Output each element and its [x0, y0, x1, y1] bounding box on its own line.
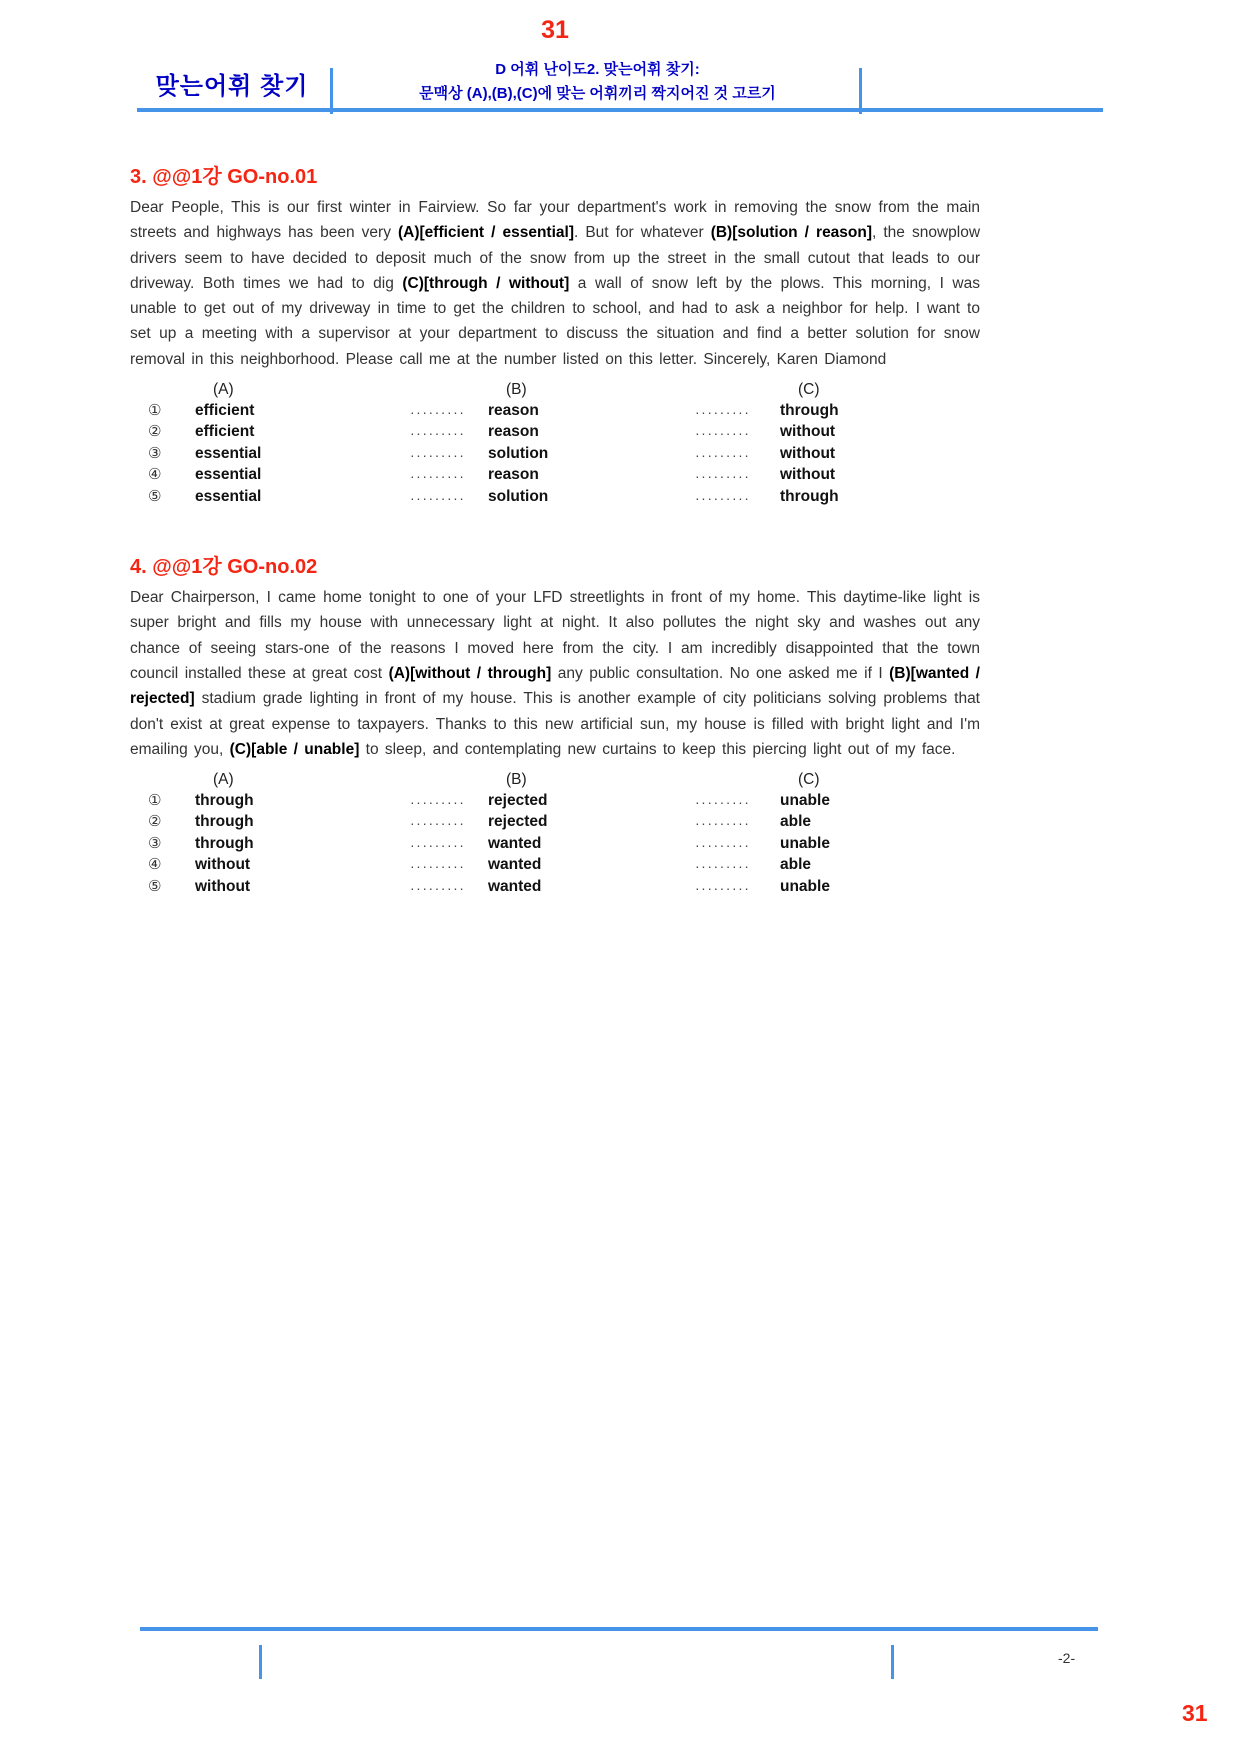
option-number: ① — [148, 791, 162, 809]
option-a-word: efficient — [195, 401, 255, 419]
option-number: ⑤ — [148, 487, 162, 505]
question-4-passage — [130, 585, 980, 762]
footer-page-label: -2- — [1058, 1650, 1076, 1666]
page-number-top: 31 — [541, 16, 569, 44]
option-number: ④ — [148, 856, 162, 874]
option-b-word: rejected — [488, 813, 548, 831]
option-number: ③ — [148, 444, 162, 462]
option-a-word: essential — [195, 466, 262, 484]
dots-separator: ········· — [695, 468, 751, 485]
passage-text: Dear Chairperson, I came home tonight to one of your LFD streetlights in front of my home. This daytime-like light is super bright and fills my house with unnecessary light at night. It also pollutes the night sky and washes out any chance of seeing stars-one of the reasons I moved here from the city. I am incredibly disappointed that the town council installed these at great cost — [130, 589, 980, 682]
option-a-word: efficient — [195, 423, 255, 441]
option-number: ① — [148, 401, 162, 419]
dots-separator: ········· — [410, 468, 466, 485]
answer-option-row — [130, 465, 980, 487]
passage-text: stadium grade lighting in front of my house. This is another example of city politicians solving problems that don't exist at great expense to taxpayers. Thanks to this new artificial sun, my house is filled with bright light and I'm emailing you, — [130, 690, 980, 758]
option-c-word: through — [780, 401, 839, 419]
option-c-word: unable — [780, 834, 830, 852]
option-a-word: without — [195, 877, 251, 895]
column-header-a: (A) — [213, 381, 234, 399]
question-3-title: 3. @@1강 GO-no.01 — [130, 166, 318, 188]
dots-separator: ········· — [410, 425, 466, 442]
option-b-word: reason — [488, 466, 539, 484]
header-spacer — [695, 770, 780, 791]
answer-option-row — [130, 834, 980, 856]
dots-separator: ········· — [695, 815, 751, 832]
option-number: ② — [148, 423, 162, 441]
header-subtitle-line2: 문맥상 (A),(B),(C)에 맞는 어휘끼리 짝지어진 것 고르기 — [419, 85, 776, 102]
question-4-options — [130, 770, 980, 898]
question-3 — [130, 160, 980, 508]
dots-separator: ········· — [695, 489, 751, 506]
option-c-word: through — [780, 487, 839, 505]
answer-option-row — [130, 422, 980, 444]
option-b-word: reason — [488, 423, 539, 441]
dots-separator: ········· — [695, 836, 751, 853]
column-header-c: (C) — [798, 771, 820, 789]
option-b-word: solution — [488, 487, 549, 505]
answer-option-row — [130, 791, 980, 813]
column-header-a: (A) — [213, 771, 234, 789]
option-number: ④ — [148, 466, 162, 484]
header-subtitle — [340, 58, 855, 106]
dots-separator: ········· — [410, 793, 466, 810]
dots-separator: ········· — [410, 489, 466, 506]
dots-separator: ········· — [695, 858, 751, 875]
dots-separator: ········· — [410, 403, 466, 420]
dots-separator: ········· — [410, 858, 466, 875]
dots-separator: ········· — [695, 425, 751, 442]
dots-separator: ········· — [695, 446, 751, 463]
choice-pair: (C)[through / without] — [402, 274, 570, 292]
footer-tick-right — [891, 1645, 894, 1679]
column-header-b: (B) — [506, 771, 527, 789]
option-a-word: through — [195, 834, 254, 852]
answer-option-row — [130, 855, 980, 877]
option-b-word: wanted — [488, 834, 542, 852]
answer-option-row — [130, 444, 980, 466]
option-c-word: without — [780, 444, 836, 462]
answer-option-row — [130, 877, 980, 899]
question-4-option-rows — [130, 791, 980, 899]
option-c-word: able — [780, 813, 812, 831]
header-subtitle-line1: D 어휘 난이도2. 맞는어휘 찾기: — [495, 61, 700, 78]
option-a-word: without — [195, 856, 251, 874]
question-4-options-header — [130, 770, 980, 791]
dots-separator: ········· — [695, 793, 751, 810]
option-c-word: unable — [780, 791, 830, 809]
question-4 — [130, 550, 980, 898]
footer-tick-left — [259, 1645, 262, 1679]
option-a-word: through — [195, 813, 254, 831]
option-c-word: unable — [780, 877, 830, 895]
option-b-word: wanted — [488, 856, 542, 874]
choice-pair: (B)[solution / reason] — [710, 224, 873, 242]
header-spacer — [410, 770, 488, 791]
option-c-word: without — [780, 423, 836, 441]
column-header-b: (B) — [506, 381, 527, 399]
option-c-word: able — [780, 856, 812, 874]
option-a-word: essential — [195, 487, 262, 505]
header-spacer — [148, 770, 195, 791]
answer-option-row — [130, 812, 980, 834]
choice-pair: (C)[able / unable] — [229, 740, 360, 758]
passage-text: to sleep, and contemplating new curtains to keep this piercing light out of my face. — [359, 740, 956, 758]
choice-pair: (A)[efficient / essential] — [397, 224, 574, 242]
answer-option-row — [130, 487, 980, 509]
dots-separator: ········· — [695, 879, 751, 896]
column-header-c: (C) — [798, 381, 820, 399]
option-number: ⑤ — [148, 877, 162, 895]
passage-text: Dear People, This is our first winter in Fairview. So far your department's work in removing the snow from the main streets and highways has been very — [130, 199, 980, 242]
content-area — [130, 160, 980, 898]
option-b-word: reason — [488, 401, 539, 419]
header-title: 맞는어휘 찾기 — [155, 73, 309, 100]
option-a-word: essential — [195, 444, 262, 462]
dots-separator: ········· — [410, 879, 466, 896]
option-a-word: through — [195, 791, 254, 809]
dots-separator: ········· — [695, 403, 751, 420]
passage-text: any public consultation. No one asked me if I — [551, 664, 890, 682]
dots-separator: ········· — [410, 446, 466, 463]
question-3-option-rows — [130, 401, 980, 509]
choice-pair: (A)[without / through] — [388, 664, 552, 682]
passage-text: , the snowplow drivers seem to have decided to deposit much of the snow from up the street in the small cutout that leads to our driveway. Both times we had to dig — [130, 224, 981, 292]
passage-text: a wall of snow left by the plows. This morning, I was unable to get out of my driveway in time to get the children to school, and had to ask a neighbor for help. I want to set up a meeting with a supervisor at your department to discuss the situation and find a better solution for snow removal in this neighborhood. Please call me at the number listed on this letter. Sincerely, Karen Diamond — [130, 274, 980, 368]
option-number: ② — [148, 813, 162, 831]
question-3-passage — [130, 195, 980, 372]
question-3-options-header — [130, 380, 980, 401]
question-4-title: 4. @@1강 GO-no.02 — [130, 556, 318, 579]
question-3-options — [130, 380, 980, 508]
footer-rule — [140, 1627, 1098, 1631]
header-spacer — [148, 380, 195, 401]
option-b-word: wanted — [488, 877, 542, 895]
option-b-word: solution — [488, 444, 549, 462]
answer-option-row — [130, 401, 980, 423]
header-rule — [137, 108, 1103, 112]
option-number: ③ — [148, 834, 162, 852]
choice-pair: (B)[wanted / rejected] — [130, 664, 980, 708]
dots-separator: ········· — [410, 836, 466, 853]
header-spacer — [410, 380, 488, 401]
header-spacer — [695, 380, 780, 401]
passage-text: . But for whatever — [573, 224, 711, 242]
dots-separator: ········· — [410, 815, 466, 832]
page-number-bottom: 31 — [1182, 1700, 1208, 1726]
option-b-word: rejected — [488, 791, 548, 809]
option-c-word: without — [780, 466, 836, 484]
